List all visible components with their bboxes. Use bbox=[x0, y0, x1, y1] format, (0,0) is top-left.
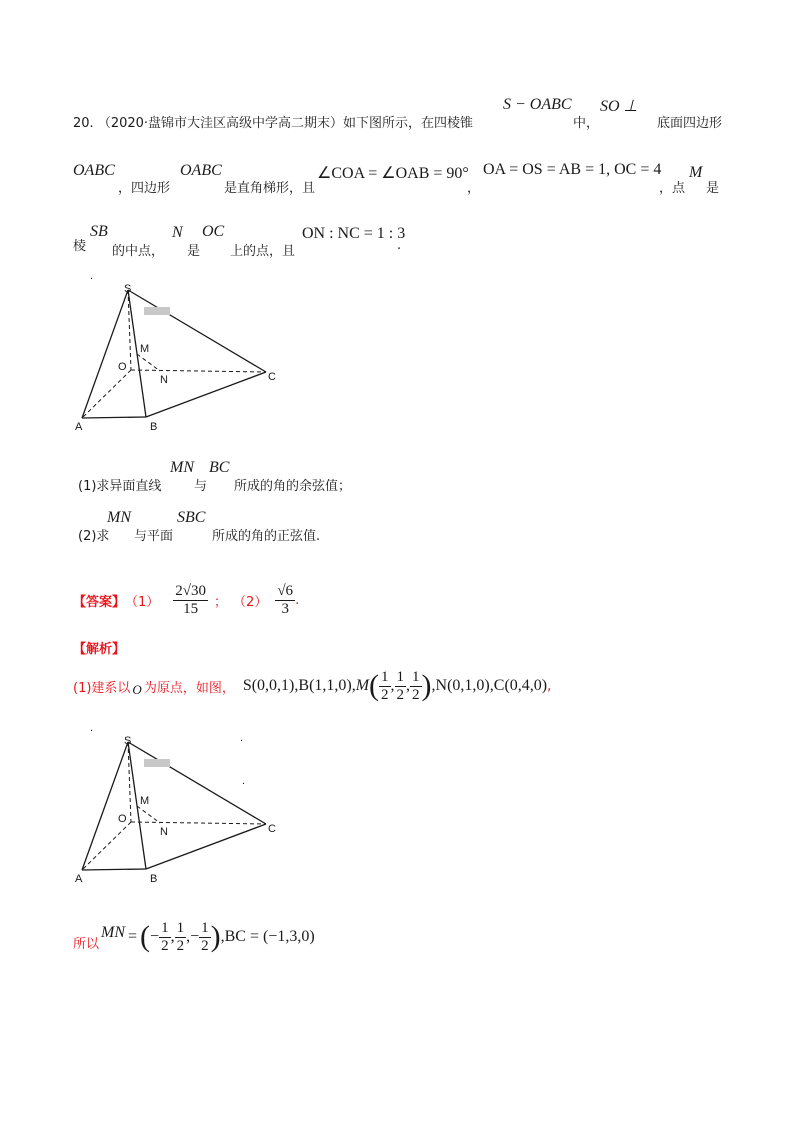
problem-text: ，四边形 bbox=[118, 181, 171, 196]
answer-part2: （2） bbox=[233, 594, 268, 610]
edge-oa bbox=[82, 370, 131, 418]
q1-text: 与 bbox=[194, 479, 208, 494]
frac-num: 1 bbox=[412, 668, 420, 685]
problem-text: 是 bbox=[187, 244, 201, 259]
paren-open: ( bbox=[369, 669, 380, 702]
edge-ab bbox=[82, 417, 146, 418]
angle-expr: ∠COA = ∠OAB = 90° bbox=[317, 165, 469, 182]
problem-text: 棱 bbox=[73, 239, 87, 254]
eq-sign: = bbox=[128, 928, 138, 945]
mn-x bbox=[159, 920, 171, 955]
dot: . bbox=[242, 775, 246, 787]
dot: . bbox=[240, 732, 244, 744]
label-s: S bbox=[124, 283, 132, 295]
label-c: C bbox=[268, 823, 276, 835]
problem-text: 上的点，且 bbox=[230, 244, 296, 259]
frac-den: 2 bbox=[381, 686, 389, 703]
label-a: A bbox=[75, 421, 83, 433]
mn-y bbox=[175, 920, 187, 955]
frac-den: 2 bbox=[412, 686, 420, 703]
answer-part1: （1） bbox=[125, 594, 160, 610]
coord-m-label: M bbox=[355, 677, 370, 694]
frac-den: 2 bbox=[201, 937, 209, 954]
label-n: N bbox=[160, 374, 168, 386]
pyramid-expr: S − OABC bbox=[503, 96, 572, 113]
problem-text: 如下图所示，在四棱锥 bbox=[343, 116, 474, 131]
answer-2-frac bbox=[275, 583, 295, 618]
frac-den: 2 bbox=[176, 937, 185, 954]
perp-expr: SO ⊥ bbox=[600, 98, 638, 115]
coord-n: ,N(0,1,0), bbox=[431, 677, 494, 694]
q2-sbc: SBC bbox=[177, 509, 206, 526]
edge-sc bbox=[128, 290, 266, 372]
problem-text: 中， bbox=[573, 116, 600, 131]
coord-m-y bbox=[395, 669, 407, 704]
coord-b: B(1,1,0), bbox=[298, 677, 356, 694]
edge-sb: SB bbox=[90, 223, 108, 240]
edge-sa bbox=[82, 290, 128, 418]
segment-mn bbox=[137, 806, 160, 823]
analysis-step1 bbox=[73, 666, 551, 706]
problem-text: 是 bbox=[706, 181, 720, 196]
edge-ab bbox=[82, 869, 146, 870]
answer-2-den: 3 bbox=[281, 600, 289, 617]
analysis-text: (1)建系以 bbox=[73, 680, 131, 696]
label-b: B bbox=[150, 421, 158, 433]
pyramid-figure-2 bbox=[70, 722, 290, 892]
frac-num: 1 bbox=[176, 919, 185, 936]
answer-2-num: √6 bbox=[277, 582, 294, 599]
mn-z bbox=[199, 920, 211, 955]
answer-label: 【答案】 bbox=[73, 594, 126, 610]
q1-mn: MN bbox=[170, 459, 194, 476]
q2-text: 与平面 bbox=[134, 529, 174, 544]
label-o: O bbox=[118, 813, 127, 825]
q2-text: (2)求 bbox=[78, 529, 110, 544]
lengths-expr: OA = OS = AB = 1, OC = 4 bbox=[483, 161, 662, 178]
seg-oc: OC bbox=[202, 223, 225, 240]
label-m: M bbox=[140, 795, 150, 807]
answer-1-frac bbox=[173, 583, 208, 618]
problem-text: ，点 bbox=[659, 181, 686, 196]
answer-row bbox=[73, 580, 299, 620]
origin-o: O bbox=[132, 682, 142, 697]
problem-text: ， bbox=[467, 181, 481, 196]
problem-text: . bbox=[397, 238, 402, 253]
vec-bc: ,BC = (−1,3,0) bbox=[220, 928, 315, 945]
analysis-end: , bbox=[547, 678, 552, 694]
paren-close: ) bbox=[421, 669, 432, 702]
q2-text: 所成的角的正弦值. bbox=[212, 529, 321, 544]
dot: . bbox=[90, 270, 94, 282]
problem-text: 的中点， bbox=[112, 244, 165, 259]
pyramid-figure bbox=[70, 270, 290, 440]
frac-num: 1 bbox=[201, 919, 209, 936]
so-label: 所以 bbox=[73, 936, 100, 952]
point-n: N bbox=[172, 224, 183, 241]
edge-sc bbox=[128, 742, 266, 824]
label-c: C bbox=[268, 371, 276, 383]
q1-bc: BC bbox=[209, 459, 230, 476]
frac-den: 2 bbox=[396, 686, 405, 703]
q1-text: (1)求异面直线 bbox=[78, 479, 162, 494]
paren-open: ( bbox=[140, 920, 151, 953]
problem-text: 是直角梯形，且 bbox=[224, 181, 316, 196]
edge-oc bbox=[131, 370, 266, 372]
paren-close: ) bbox=[210, 920, 221, 953]
label-b: B bbox=[150, 873, 158, 885]
label-o: O bbox=[118, 361, 127, 373]
answer-1-num: 2√30 bbox=[175, 582, 207, 599]
q2-mn: MN bbox=[107, 509, 131, 526]
edge-oc bbox=[131, 822, 266, 824]
frac-num: 1 bbox=[396, 668, 405, 685]
frac-num: 1 bbox=[381, 668, 389, 685]
edge-oa bbox=[82, 822, 131, 870]
ratio-expr: ON : NC = 1 : 3 bbox=[302, 225, 406, 242]
watermark-blot bbox=[144, 759, 170, 767]
answer-1-den: 15 bbox=[183, 600, 199, 617]
coords-expr: S(0,0,1), B(1,1,0), M ( $\frac{1}{2}$ , $\frac{1}{2}$ , $\frac{1}{2}$ ) ,N(0,1,0), C(0,4,0) bbox=[242, 668, 548, 703]
quad-expr: OABC bbox=[180, 162, 222, 179]
vector-row: 所以 MN = ( − $\frac{1}{2}$ , $\frac{1}{2}$ ,− $\frac{1}{2}$ ) ,BC = (−1,3,0) bbox=[73, 919, 315, 954]
segment-mn bbox=[137, 354, 160, 371]
coord-s: S(0,0,1), bbox=[242, 677, 299, 694]
quad-expr: OABC bbox=[73, 162, 115, 179]
label-n: N bbox=[160, 826, 168, 838]
coord-m-z bbox=[410, 669, 422, 704]
problem-line-1 bbox=[73, 112, 473, 131]
coord-c: C(0,4,0) bbox=[493, 677, 548, 694]
frac-num: 1 bbox=[161, 919, 169, 936]
q1-text: 所成的角的余弦值； bbox=[234, 479, 352, 494]
problem-source: （2020·盘锦市大洼区高级中学高二期末） bbox=[97, 116, 344, 131]
vec-mn: MN bbox=[101, 924, 126, 941]
label-m: M bbox=[140, 343, 150, 355]
edge-sa bbox=[82, 742, 128, 870]
analysis-text: 为原点，如图， bbox=[143, 680, 235, 696]
analysis-label: 【解析】 bbox=[73, 642, 126, 657]
problem-number: 20. bbox=[73, 116, 94, 131]
watermark-blot bbox=[144, 307, 170, 315]
dot: . bbox=[90, 722, 94, 734]
frac-den: 2 bbox=[161, 937, 169, 954]
point-m: M bbox=[689, 164, 703, 181]
coord-m-x bbox=[379, 669, 391, 704]
answer-end: . bbox=[295, 592, 300, 608]
problem-text: 底面四边形 bbox=[657, 116, 723, 131]
answer-sep: ； bbox=[214, 594, 228, 610]
label-a: A bbox=[75, 873, 83, 885]
label-s: S bbox=[124, 735, 132, 747]
